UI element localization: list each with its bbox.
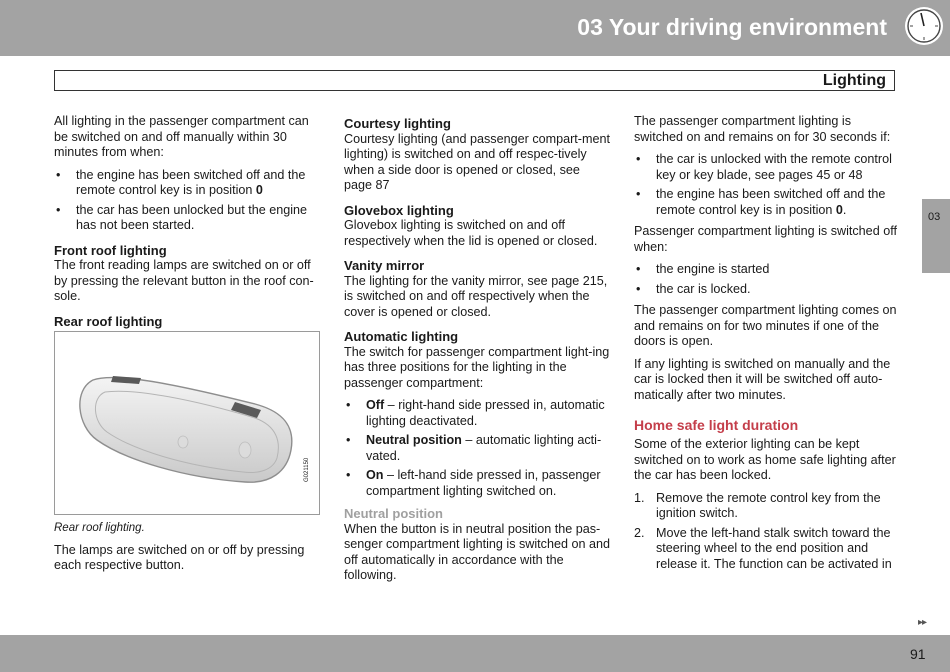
rear-roof-lamp-figure: [54, 331, 320, 515]
step-item: [634, 491, 900, 522]
glovebox-text: Glovebox lighting is switched on and off respectively when the lid is opened or closed.: [344, 218, 598, 248]
list-item-text: the engine has been switched off and the remote control key is in position: [656, 187, 886, 217]
section-title: Lighting: [822, 72, 886, 89]
step-text: Remove the remote control key from the ignition switch.: [656, 490, 881, 520]
bullet-icon: •: [636, 281, 641, 296]
roof-lamp-illustration: [55, 332, 317, 512]
home-safe-text: Some of the exterior lighting can be kept switched on to work as home safe lighting after the car has been locked.: [634, 437, 896, 482]
step-number: 1.: [634, 490, 645, 505]
front-roof-heading: Front roof lighting: [54, 242, 167, 258]
list-item-text: – right-hand side pressed in, automatic lighting deactivated.: [366, 398, 605, 428]
bullet-icon: •: [56, 202, 61, 217]
list-item: [634, 187, 900, 218]
switched-off-intro: Passenger compartment lighting is switched off when:: [634, 224, 897, 254]
neutral-position-heading: Neutral position: [344, 506, 443, 521]
vanity-text: The lighting for the vanity mirror, see page 215, is switched on and off respectively when the cover is opened or closed.: [344, 273, 608, 319]
bullet-icon: •: [346, 433, 351, 447]
rear-roof-text: The lamps are switched on or off by pressing each respective button.: [54, 542, 305, 572]
bullet-icon: •: [636, 187, 641, 201]
column-left: [54, 114, 320, 581]
list-item-bold: 0: [835, 202, 843, 217]
glovebox-heading: Glovebox lighting: [344, 202, 454, 218]
bullet-icon: •: [56, 167, 61, 182]
comes-on-text: The passenger compartment lighting comes on and remains on for two minutes if one of the doors is open.: [634, 303, 897, 348]
step-item: [634, 526, 900, 573]
switched-off-list: [634, 262, 900, 297]
list-item-text-end: .: [842, 202, 847, 217]
list-item-bold: Off: [366, 398, 385, 412]
figure-code: G021150: [304, 457, 310, 482]
column-middle: [344, 114, 610, 591]
step-number: 2.: [634, 525, 645, 540]
list-item: [54, 168, 320, 199]
column-right: [634, 114, 900, 578]
next-page-arrows-icon: ▸▸: [918, 617, 927, 628]
bullet-icon: •: [346, 398, 351, 412]
list-item: [344, 398, 610, 429]
vanity-heading: Vanity mirror: [344, 258, 425, 273]
figure-caption: Rear roof lighting.: [54, 522, 145, 534]
home-safe-steps: [634, 491, 900, 573]
list-item-bold: Neutral position: [366, 433, 462, 447]
list-item-text: the car is locked.: [656, 281, 751, 296]
bullet-icon: •: [636, 262, 641, 276]
chapter-header-bar: [0, 0, 950, 56]
footer-bar: [0, 635, 950, 672]
list-item-text: – left-hand side pressed in, passenger compartment lighting switched on.: [366, 468, 601, 498]
automatic-heading: Automatic lighting: [344, 329, 459, 344]
switch-positions-list: [344, 398, 610, 499]
bullet-icon: •: [346, 468, 351, 482]
automatic-text: The switch for passenger compartment light-ing has three positions for the lighting in the passenger compartment:: [344, 344, 610, 390]
front-roof-text: The front reading lamps are switched on or off by pressing the relevant button in the roof con-sole.: [54, 258, 314, 303]
list-item-text: the car is unlocked with the remote control key or key blade, see pages 45 or 48: [656, 152, 892, 182]
list-item-bold: On: [366, 468, 384, 482]
list-item: [634, 262, 900, 278]
manual-off-text: If any lighting is switched on manually and the car is locked then it will be switched off auto-matically after two minutes.: [634, 356, 891, 402]
bullet-icon: •: [636, 152, 641, 166]
list-item: [344, 468, 610, 499]
courtesy-text: Courtesy lighting (and passenger compart-ment lighting) is switched on and off respec-tively when a side door is opened or closed, see page 87: [344, 131, 610, 192]
list-item-text: the engine is started: [656, 262, 770, 276]
list-item-text: – automatic lighting acti-vated.: [366, 433, 602, 463]
home-safe-heading: Home safe light duration: [634, 417, 799, 433]
list-item: [634, 152, 900, 183]
switched-on-intro: The passenger compartment lighting is switched on and remains on for 30 seconds if:: [634, 114, 891, 144]
intro-paragraph: All lighting in the passenger compartment can be switched on and off manually within 30 minutes from when:: [54, 114, 309, 159]
list-item: [54, 203, 320, 234]
list-item-bold: 0: [255, 183, 263, 197]
side-tab-label: 03: [928, 211, 941, 223]
section-header-box: [54, 70, 895, 91]
list-item-text: the car has been unlocked but the engine has not been started.: [76, 202, 308, 232]
list-item: [344, 433, 610, 464]
rear-roof-heading: Rear roof lighting: [54, 313, 163, 329]
neutral-position-text: When the button is in neutral position the pas-senger compartment lighting is switched on and off automatically in accordance with the following.: [344, 521, 611, 582]
step-text: Move the left-hand stalk switch toward the steering wheel to the end position and release it. The function can be activated in: [656, 525, 892, 571]
speedometer-icon: [905, 7, 943, 45]
page-number: 91: [910, 646, 926, 662]
courtesy-heading: Courtesy lighting: [344, 116, 451, 131]
switched-on-list: [634, 152, 900, 218]
list-item-text: the engine has been switched off and the remote control key is in position: [76, 167, 306, 197]
list-item: [634, 282, 900, 298]
chapter-side-tab: [922, 199, 950, 273]
manual-conditions-list: [54, 168, 320, 234]
chapter-title: 03 Your driving environment: [577, 14, 887, 40]
